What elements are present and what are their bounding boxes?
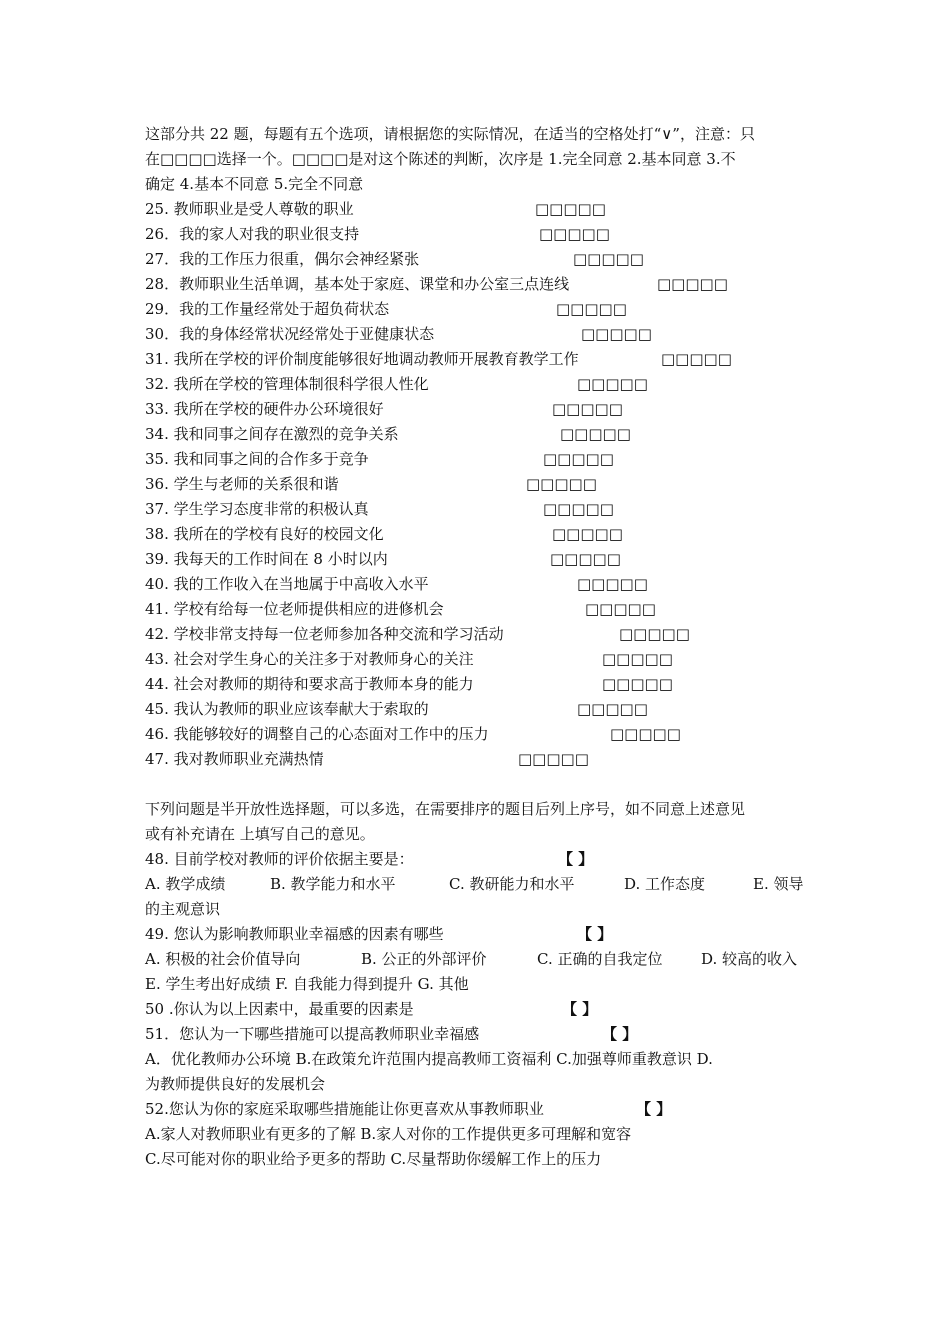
- item-text: 40. 我的工作收入在当地属于中高收入水平: [145, 575, 429, 593]
- answer-boxes[interactable]: □□□□□: [602, 675, 673, 693]
- likert-item: [145, 297, 810, 322]
- option-d: D. 较高的收入: [701, 950, 798, 968]
- question-text: 48. 目前学校对教师的评价依据主要是：: [145, 850, 414, 868]
- question-52: [145, 1097, 810, 1122]
- answer-boxes[interactable]: □□□□□: [602, 650, 673, 668]
- item-text: 25. 教师职业是受人尊敬的职业: [145, 200, 354, 218]
- likert-item: [145, 322, 810, 347]
- option-b: B. 教学能力和水平: [270, 875, 396, 893]
- item-text: 44. 社会对教师的期待和要求高于教师本身的能力: [145, 675, 474, 693]
- item-text: 47. 我对教师职业充满热情: [145, 750, 324, 768]
- answer-boxes[interactable]: □□□□□: [577, 375, 648, 393]
- intro-line: 确定 4.基本不同意 5.完全不同意: [145, 175, 364, 193]
- item-text: 39. 我每天的工作时间在 8 小时以内: [145, 550, 388, 568]
- answer-boxes[interactable]: □□□□□: [518, 750, 589, 768]
- item-text: 32. 我所在学校的管理体制很科学很人性化: [145, 375, 429, 393]
- likert-item: [145, 697, 810, 722]
- item-text: 35. 我和同事之间的合作多于竞争: [145, 450, 369, 468]
- answer-boxes[interactable]: □□□□□: [526, 475, 597, 493]
- question-text: 52.您认为你的家庭采取哪些措施能让你更喜欢从事教师职业: [145, 1100, 544, 1118]
- likert-item: [145, 497, 810, 522]
- option-a: A. 教学成绩: [145, 875, 226, 893]
- intro-line: 这部分共 22 题，每题有五个选项，请根据您的实际情况，在适当的空格处打“∨”，注意：只: [145, 125, 755, 143]
- option-b: B. 公正的外部评价: [361, 950, 487, 968]
- likert-item: [145, 597, 810, 622]
- intro-paragraph: [145, 122, 810, 197]
- item-text: 34. 我和同事之间存在激烈的竞争关系: [145, 425, 399, 443]
- answer-boxes[interactable]: □□□□□: [543, 450, 614, 468]
- likert-item: [145, 197, 810, 222]
- question-text: 51．您认为一下哪些措施可以提高教师职业幸福感: [145, 1025, 480, 1043]
- answer-boxes[interactable]: □□□□□: [539, 225, 610, 243]
- answer-boxes[interactable]: □□□□□: [535, 200, 606, 218]
- item-text: 45. 我认为教师的职业应该奉献大于索取的: [145, 700, 429, 718]
- question-52-options-line2: C.尽可能对你的职业给予更多的帮助 C.尽量帮助你缓解工作上的压力: [145, 1150, 602, 1168]
- question-49-options-line2: E. 学生考出好成绩 F. 自我能力得到提升 G. 其他: [145, 975, 469, 993]
- answer-bracket[interactable]: 【 】: [636, 1100, 672, 1118]
- answer-bracket[interactable]: 【 】: [602, 1025, 638, 1043]
- likert-item: [145, 372, 810, 397]
- item-text: 36. 学生与老师的关系很和谐: [145, 475, 339, 493]
- answer-boxes[interactable]: □□□□□: [619, 625, 690, 643]
- question-51: [145, 1022, 810, 1047]
- item-text: 30．我的身体经常状况经常处于亚健康状态: [145, 325, 435, 343]
- likert-item: [145, 722, 810, 747]
- answer-boxes[interactable]: □□□□□: [543, 500, 614, 518]
- likert-item: [145, 447, 810, 472]
- option-c: C. 正确的自我定位: [537, 950, 663, 968]
- option-e-continued: 的主观意识: [145, 900, 221, 918]
- section-intro-line: 下列问题是半开放性选择题，可以多选，在需要排序的题目后列上序号，如不同意上述意见: [145, 800, 746, 818]
- item-text: 28．教师职业生活单调，基本处于家庭、课堂和办公室三点连线: [145, 275, 570, 293]
- answer-boxes[interactable]: □□□□□: [556, 300, 627, 318]
- answer-boxes[interactable]: □□□□□: [661, 350, 732, 368]
- likert-item: [145, 347, 810, 372]
- item-text: 27．我的工作压力很重，偶尔会神经紧张: [145, 250, 420, 268]
- item-text: 41. 学校有给每一位老师提供相应的进修机会: [145, 600, 444, 618]
- answer-boxes[interactable]: □□□□□: [610, 725, 681, 743]
- likert-list: [145, 197, 810, 772]
- option-d: D. 工作态度: [624, 875, 706, 893]
- answer-boxes[interactable]: □□□□□: [657, 275, 728, 293]
- likert-item: [145, 472, 810, 497]
- option-c: C. 教研能力和水平: [449, 875, 575, 893]
- likert-item: [145, 247, 810, 272]
- question-49: [145, 922, 810, 947]
- option-e: E. 领导: [753, 875, 804, 893]
- item-text: 42. 学校非常支持每一位老师参加各种交流和学习活动: [145, 625, 504, 643]
- answer-boxes[interactable]: □□□□□: [581, 325, 652, 343]
- answer-boxes[interactable]: □□□□□: [550, 550, 621, 568]
- question-48: [145, 847, 810, 872]
- option-a: A. 积极的社会价值导向: [145, 950, 301, 968]
- question-48-options: [145, 872, 810, 897]
- answer-bracket[interactable]: 【 】: [562, 1000, 598, 1018]
- question-text: 50 .你认为以上因素中，最重要的因素是: [145, 1000, 414, 1018]
- answer-bracket[interactable]: 【 】: [577, 925, 613, 943]
- item-text: 33. 我所在学校的硬件办公环境很好: [145, 400, 384, 418]
- likert-item: [145, 647, 810, 672]
- document-page: [145, 122, 810, 1172]
- question-text: 49. 您认为影响教师职业幸福感的因素有哪些: [145, 925, 444, 943]
- question-49-options: [145, 947, 810, 972]
- answer-boxes[interactable]: □□□□□: [560, 425, 631, 443]
- item-text: 43. 社会对学生身心的关注多于对教师身心的关注: [145, 650, 474, 668]
- question-52-options: A.家人对教师职业有更多的了解 B.家人对你的工作提供更多可理解和宽容: [145, 1125, 632, 1143]
- question-51-options-line2: 为教师提供良好的发展机会: [145, 1075, 326, 1093]
- item-text: 26．我的家人对我的职业很支持: [145, 225, 360, 243]
- answer-bracket[interactable]: 【 】: [558, 850, 594, 868]
- intro-line: 在□□□□选择一个。□□□□是对这个陈述的判断，次序是 1.完全同意 2.基本同意 3.不: [145, 150, 736, 168]
- question-50: [145, 997, 810, 1022]
- answer-boxes[interactable]: □□□□□: [585, 600, 656, 618]
- likert-item: [145, 747, 810, 772]
- answer-boxes[interactable]: □□□□□: [552, 400, 623, 418]
- item-text: 31. 我所在学校的评价制度能够很好地调动教师开展教育教学工作: [145, 350, 579, 368]
- likert-item: [145, 522, 810, 547]
- item-text: 46. 我能够较好的调整自己的心态面对工作中的压力: [145, 725, 489, 743]
- likert-item: [145, 397, 810, 422]
- likert-item: [145, 672, 810, 697]
- section-intro-line: 或有补充请在 上填写自己的意见。: [145, 825, 375, 843]
- likert-item: [145, 622, 810, 647]
- likert-item: [145, 272, 810, 297]
- likert-item: [145, 547, 810, 572]
- semi-open-section: [145, 797, 810, 1172]
- answer-boxes[interactable]: □□□□□: [577, 700, 648, 718]
- likert-item: [145, 222, 810, 247]
- likert-item: [145, 572, 810, 597]
- answer-boxes[interactable]: □□□□□: [573, 250, 644, 268]
- item-text: 37. 学生学习态度非常的积极认真: [145, 500, 369, 518]
- item-text: 29．我的工作量经常处于超负荷状态: [145, 300, 390, 318]
- item-text: 38. 我所在的学校有良好的校园文化: [145, 525, 384, 543]
- answer-boxes[interactable]: □□□□□: [552, 525, 623, 543]
- section-gap: [145, 772, 810, 797]
- answer-boxes[interactable]: □□□□□: [577, 575, 648, 593]
- question-51-options: A．优化教师办公环境 B.在政策允许范围内提高教师工资福利 C.加强尊师重教意识 D.: [145, 1050, 713, 1068]
- likert-item: [145, 422, 810, 447]
